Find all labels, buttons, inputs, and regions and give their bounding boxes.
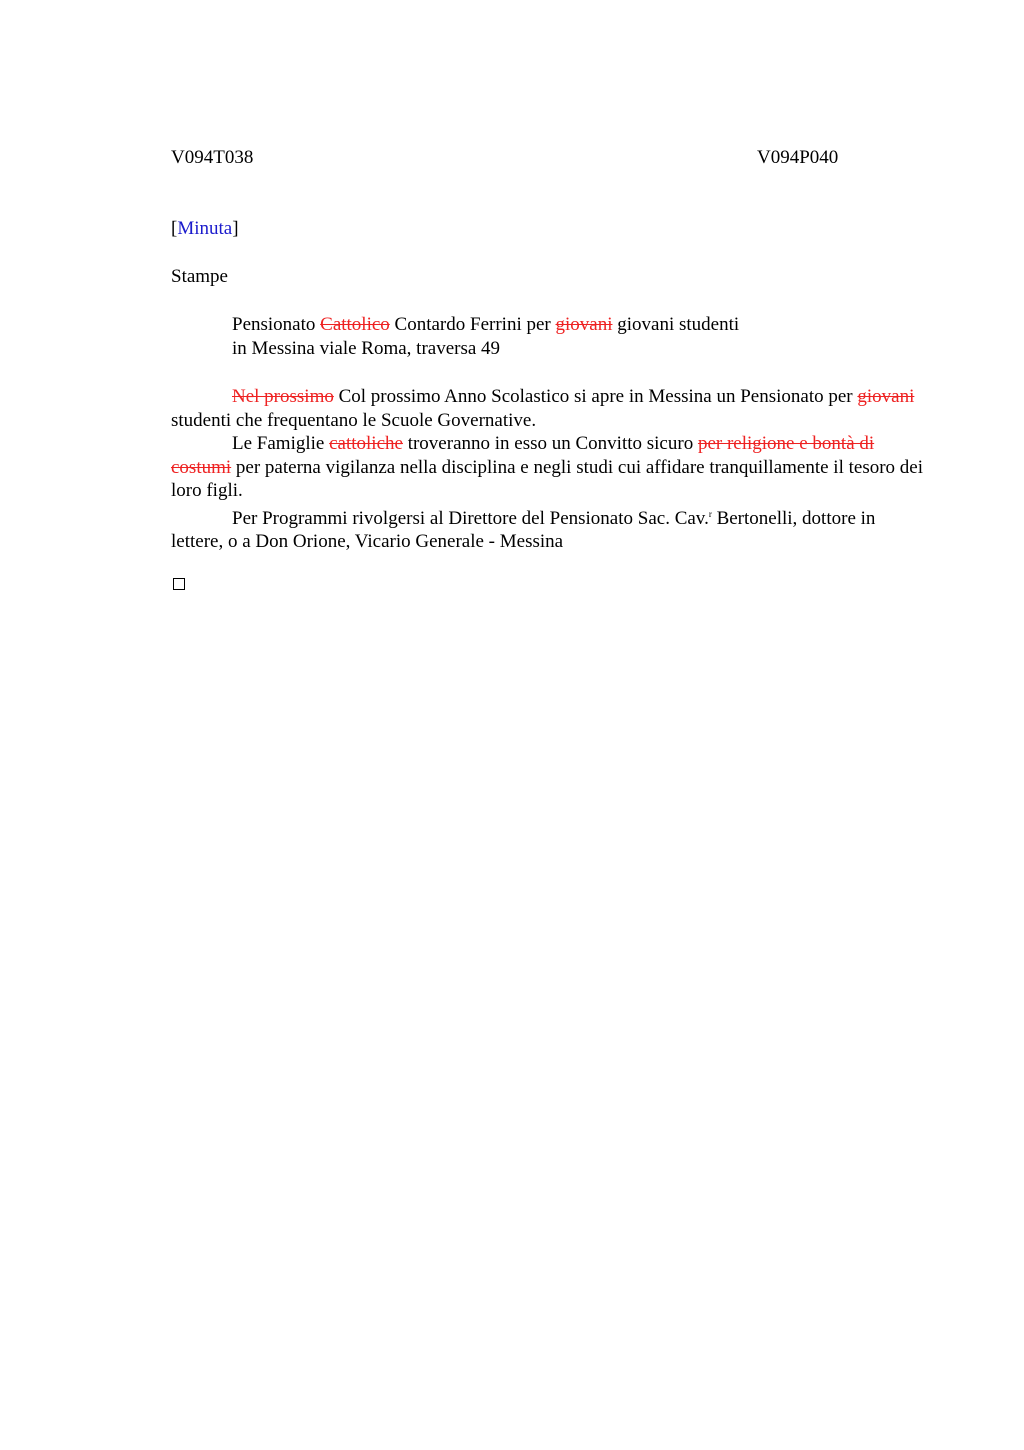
deleted-text: per religione e bontà di costumi (171, 433, 875, 478)
heading-line-2: in Messina viale Roma, traversa 49 (232, 338, 501, 359)
deleted-text: giovani (857, 386, 915, 407)
paragraph-text: Le Famiglie (232, 433, 330, 454)
deleted-text: cattoliche (329, 433, 403, 454)
paragraph-text: Col prossimo Anno Scolastico si apre in Messina un Pensionato per (333, 386, 858, 407)
heading-text: Pensionato (232, 314, 321, 335)
paragraph-text: studenti che frequentano le Scuole Governative. (171, 409, 537, 431)
paragraph-2 (171, 432, 931, 503)
heading-text: Contardo Ferrini per (389, 314, 556, 335)
document-heading (232, 313, 739, 361)
paragraph-3 (171, 503, 931, 554)
heading-line-1 (232, 313, 739, 337)
empty-square-icon (173, 578, 185, 590)
minuta-open-bracket: [ (171, 218, 178, 239)
paragraph-text: troveranno in esso un Convitto sicuro (402, 433, 698, 454)
deleted-text: Nel prossimo (232, 386, 334, 407)
right-document-code: V094P040 (757, 147, 839, 168)
document-body (171, 385, 931, 554)
section-title: Stampe (171, 266, 228, 287)
paragraph-text: Bertonelli, dottore in lettere, o a Don Orione, Vicario Generale - Messina (171, 507, 876, 552)
minuta-line (171, 218, 239, 240)
minuta-label: Minuta (177, 218, 233, 239)
left-document-code: V094T038 (171, 147, 254, 168)
paragraph-1 (171, 385, 931, 432)
deleted-text: giovani (555, 314, 613, 335)
deleted-text: Cattolico (320, 314, 390, 335)
paragraph-text: per paterna vigilanza nella disciplina e negli studi cui affidare tranquillamente il tesoro dei loro figli. (171, 456, 924, 501)
paragraph-text: Per Programmi rivolgersi al Direttore del Pensionato Sac. Cav. (232, 507, 709, 529)
heading-text: giovani studenti (612, 314, 740, 335)
superscript-text: r (708, 508, 712, 519)
minuta-close-bracket: ] (232, 218, 239, 239)
